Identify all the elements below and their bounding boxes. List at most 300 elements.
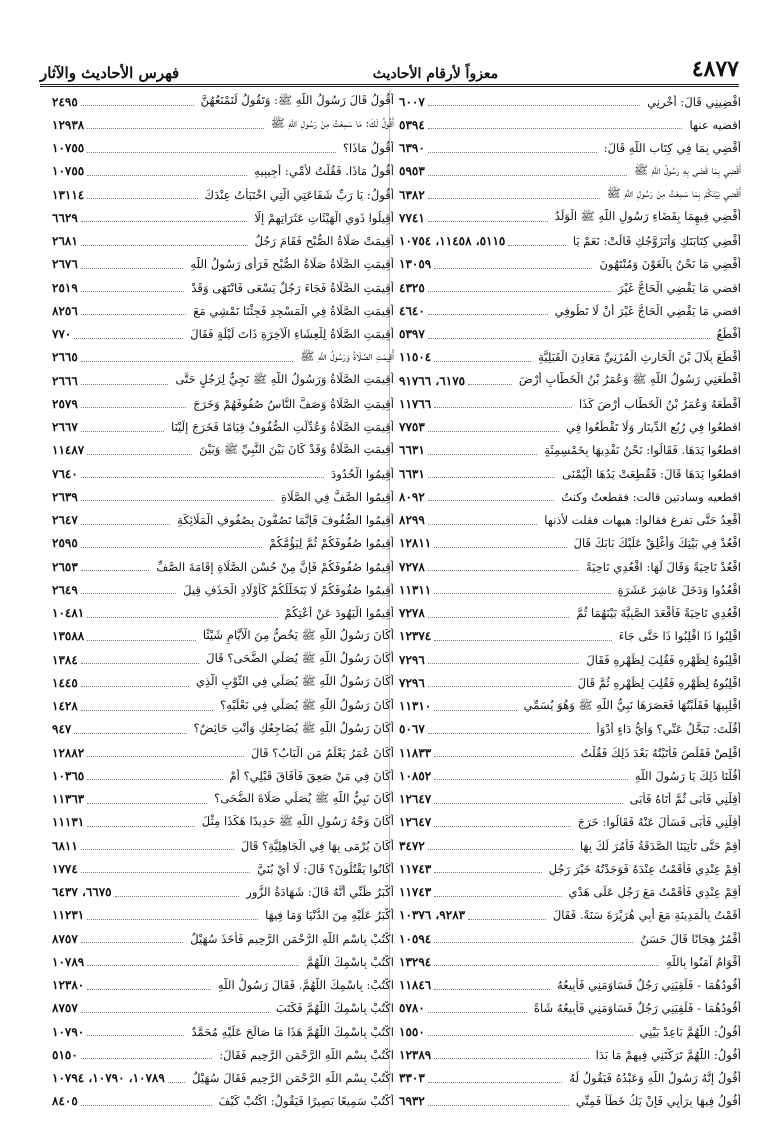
- dot-leader: [74, 725, 186, 734]
- index-entry: [399, 230, 741, 253]
- hadith-incipit: أُقِيمَتِ الصَّلَاةُ فِي الْمَسْجِدِ فَجِئْنَا نَمْشِي مَعَ: [193, 303, 394, 318]
- dot-leader: [87, 120, 263, 129]
- header-rule: [40, 84, 739, 85]
- index-entry: [52, 392, 394, 415]
- index-entry: [52, 881, 394, 904]
- hadith-incipit: أَقُلْتَ: تَبَخَّلُ عَنِّي؟ وَأَيُّ دَاءٍ أَدْوَأُ: [596, 722, 741, 737]
- dot-leader: [87, 609, 277, 618]
- dot-leader: [81, 864, 250, 873]
- hadith-incipit: أَقُلْنَا ذَلِكَ يَا رَسُولَ اللَّهِ: [634, 768, 741, 783]
- index-entry: [52, 625, 394, 648]
- index-entry: [399, 90, 741, 113]
- running-title: معزواً لأرقام الأحاديث: [372, 66, 499, 82]
- hadith-incipit: اقْلِبُوا ذَا اقْلِبُوا ذَا حَتَّى جَاءَ: [618, 629, 741, 644]
- hadith-incipit: أَقُودُهُمَا - فَلَقِيَنِي رَجُلٌ فَسَاوَمَنِي فَأَبِيعُهُ: [556, 978, 741, 993]
- hadith-number: ١٠٤٨١: [52, 606, 85, 621]
- dot-leader: [81, 516, 170, 525]
- hadith-number: ١٢٦٤٧: [399, 792, 432, 807]
- index-entry: [399, 1067, 741, 1090]
- hadith-number: ٢٥٧٩: [52, 396, 78, 411]
- index-entry: [52, 857, 394, 880]
- index-entry: [399, 532, 741, 555]
- dot-leader: [428, 609, 570, 618]
- index-entry: [52, 160, 394, 183]
- hadith-number: ١١٣١١: [399, 582, 432, 597]
- hadith-incipit: أَكَانَ فِي مَنْ صَعِقَ فَأَفَاقَ قَبْلِي؟ أَمْ: [229, 768, 394, 783]
- dot-leader: [81, 702, 213, 711]
- hadith-incipit: اقطعُوا فِي رُبُعِ الدِّينَارِ وَلَا تَقْطَعُوا فِي: [566, 420, 741, 435]
- dot-leader: [434, 888, 561, 897]
- hadith-incipit: أَقِلْنِي فَأَبَى فَسَأَلَ عَنْهُ فَقَالُوا: خَرَجَ: [577, 815, 741, 830]
- index-entry: [399, 718, 741, 741]
- hadith-incipit: أَقَمْتُ بِالْمَدِينَةِ مَعَ أَبِي هُرَيْرَةَ سَنَةً. فَقَالَ: [552, 908, 741, 923]
- dot-leader: [87, 957, 299, 966]
- hadith-number: ٦٨١١: [52, 838, 78, 853]
- index-entry: [399, 392, 741, 415]
- index-entry: [399, 346, 741, 369]
- page-header: [40, 52, 739, 82]
- hadith-number: ٢٦٧٦: [52, 257, 78, 272]
- hadith-incipit: اقْعُدْ فِي بَيْتِكَ وَأَغْلِقْ عَلَيْكَ بَابَكَ قَالَ: [573, 536, 741, 551]
- hadith-incipit: أَقِيمُوا صُفُوفَكُمْ فَإِنَّ مِنْ حُسْنِ الصَّلَاةِ إِقَامَةَ الصَّفِّ: [156, 559, 394, 574]
- hadith-number: ١٤٤٥: [52, 675, 78, 690]
- index-entry: [52, 439, 394, 462]
- hadith-number: ٢٦٣٩: [52, 489, 78, 504]
- hadith-incipit: أَقِمْ عِنْدِي فَأَقَمْتُ مَعَ رَجُلٍ عَلَى هَدْيِ: [568, 885, 741, 900]
- hadith-incipit: أَقْطَعَنِي رَسُولُ اللَّهِ ﷺ وَعُمَرُ بْنُ الْخَطَّابِ أَرْضَ: [518, 372, 741, 387]
- hadith-number: ٨٧٥٧: [52, 1001, 78, 1016]
- hadith-number: ١٢٣٨٩: [399, 1047, 432, 1062]
- hadith-number: ٩٤٧: [52, 722, 72, 737]
- hadith-incipit: اقْلِبِيهَا فَقَلَبْتُهَا فَعَصَرَهَا نَبِيُّ اللَّهِ ﷺ وَهُوَ يُسَمِّي: [523, 697, 741, 712]
- index-entry: [52, 997, 394, 1020]
- dot-leader: [434, 864, 541, 873]
- index-entry: [399, 974, 741, 997]
- hadith-incipit: أُقِيمَتِ الصَّلَاةُ وَصَفَّ النَّاسُ صُفُوفَهُمْ وَخَرَجَ: [193, 396, 394, 411]
- hadith-number: ١٣٠٥٩: [399, 257, 432, 272]
- hadith-number: ١٠٥٩٤: [399, 931, 432, 946]
- dot-leader: [428, 678, 571, 687]
- hadith-incipit: اقطعيه وسادتين قالت: فقطعتُ وكنتُ: [561, 489, 741, 504]
- hadith-incipit: أَقِمْ حَتَّى تَأْتِيَنَا الصَّدَقَةُ فَأَمُرَ لَكَ بِهَا: [579, 838, 741, 853]
- hadith-number: ٧٢٧٨: [399, 606, 425, 621]
- dot-leader: [81, 97, 194, 106]
- hadith-number: ١٢٩٣٨: [52, 117, 85, 132]
- index-entry: [52, 346, 394, 369]
- hadith-number: ٩٢٨٣، ١٠٣٧٦: [399, 908, 466, 923]
- hadith-incipit: اقْعُدِي نَاحِيَةً فَأَقْعَدَ الصَّبِيَّةَ بَيْنَهُمَا ثُمَّ: [576, 606, 741, 621]
- dot-leader: [81, 934, 183, 943]
- index-entry: [52, 462, 394, 485]
- dot-leader: [434, 981, 550, 990]
- hadith-incipit: اكْتُبْ بِاسْمِكَ اللَّهُمَّ فَكَتَبَ: [275, 1001, 394, 1016]
- hadith-number: ١١٥٠٤: [399, 350, 432, 365]
- hadith-incipit: أَقُولُ لَكَ: مَا سَمِعْتُ مِنْ رَسُولِ اللَّهِ ﷺ: [270, 116, 394, 131]
- hadith-incipit: اقْلِبُوهُ لِظَهْرِهِ فَقُلِبَ لِظَهْرِهِ فَقَالَ: [586, 652, 741, 667]
- index-entry: [52, 323, 394, 346]
- index-entry: [52, 695, 394, 718]
- hadith-incipit: أَقْضِي مَا نَحْنُ بِالْغَوْنَ وَمُنْتَهُونَ: [599, 257, 741, 272]
- index-entry: [399, 416, 741, 439]
- hadith-number: ١٢٣٧٤: [399, 629, 432, 644]
- hadith-incipit: اقطعُوا يَدَهَا قَالَ: فَقُطِعَتْ يَدُهَا الْيُمْنَى: [562, 466, 741, 481]
- dot-leader: [81, 213, 248, 222]
- hadith-number: ١١٢٣١: [52, 908, 85, 923]
- hadith-incipit: أُقِيمَتِ الصَّلَاةُ وَعُدِّلَتِ الصُّفُوفُ قِيَامًا فَخَرَجَ إِلَيْنَا: [171, 420, 394, 435]
- index-entry: [399, 997, 741, 1020]
- dot-leader: [87, 190, 197, 199]
- dot-leader: [434, 957, 659, 966]
- index-entry: [52, 718, 394, 741]
- dot-leader: [434, 934, 633, 943]
- hadith-number: ٥٧٨٠: [399, 1001, 425, 1016]
- hadith-incipit: أَكَانَ رَسُولُ اللَّهِ ﷺ يُضَاجِعُكِ وَأَنْتِ حَائِضٌ؟: [193, 720, 394, 735]
- dot-leader: [428, 213, 548, 222]
- dot-leader: [81, 585, 176, 594]
- hadith-incipit: اقضيه عنها: [689, 117, 741, 132]
- dot-leader: [87, 167, 247, 176]
- index-entry: [399, 1043, 741, 1066]
- index-entry: [399, 950, 741, 973]
- dot-leader: [428, 144, 597, 153]
- hadith-number: ٦٦٣١: [399, 466, 425, 481]
- index-entry: [399, 462, 741, 485]
- dot-leader: [428, 306, 548, 315]
- dot-leader: [81, 492, 274, 501]
- dot-leader: [428, 655, 580, 664]
- hadith-incipit: أَكَانَ عُمَرُ يَعْلَمُ مَنِ الْبَابُ؟ قَالَ: [251, 745, 394, 760]
- hadith-number: ٦٩٣٢: [399, 1094, 425, 1109]
- hadith-incipit: أُقِيمَتْ صَلَاةُ الصُّبْحِ فَقَامَ رَجُلٌ: [254, 234, 394, 249]
- index-entry: [399, 183, 741, 206]
- hadith-number: ٦٦٧٥، ٦٤٣٧: [52, 885, 112, 900]
- hadith-number: ٦١٧٥، ٩١٧٦٦: [399, 373, 466, 388]
- hadith-incipit: أَكْبَرُ عَلَيْهِ مِنَ الدُّنْيَا وَمَا فِيهَا: [265, 908, 394, 923]
- dot-leader: [81, 353, 294, 362]
- index-entry: [52, 113, 394, 136]
- hadith-incipit: أَقْضِي بِمَا فِي كِتَابِ اللَّهِ قَالَ:: [603, 141, 741, 156]
- dot-leader: [468, 376, 512, 385]
- hadith-number: ٨٧٥٧: [52, 931, 78, 946]
- index-entry: [399, 904, 741, 927]
- dot-leader: [428, 190, 600, 199]
- hadith-number: ١٢٣٨٠: [52, 978, 85, 993]
- hadith-number: ٥٩٥٣: [399, 164, 425, 179]
- hadith-number: ١٠٣٦٥: [52, 768, 85, 783]
- hadith-number: ٨٠٩٢: [399, 489, 425, 504]
- hadith-incipit: أَقِيمُوا الصُّفُوفَ فَإِنَّمَا تَصُفُّونَ بِصُفُوفِ الْمَلَائِكَةِ: [177, 513, 394, 528]
- index-entry: [399, 741, 741, 764]
- hadith-number: ١١٣٦٣: [52, 792, 85, 807]
- hadith-incipit: أَقِمْ عِنْدِي فَأَقَمْتُ عِنْدَهُ فَوَجَدْتُهُ خَيْرَ رَجُلٍ: [548, 861, 741, 876]
- hadith-number: ٣٣٠٣: [399, 1071, 425, 1086]
- index-entry: [52, 299, 394, 322]
- hadith-number: ١٠٧٥٥: [52, 141, 85, 156]
- dot-leader: [428, 469, 555, 478]
- dot-leader: [428, 120, 683, 129]
- hadith-incipit: أَقِيمُوا صُفُوفَكُمْ لَا يَتَخَلَّلُكُمْ كَأَوْلَادِ الْحَذَفِ قِيلَ: [183, 582, 394, 597]
- dot-leader: [434, 748, 574, 757]
- hadith-incipit: اكْتُبْ بِسْمِ اللَّهِ الرَّحْمَنِ الرَّحِيمِ فَقَالَ:: [219, 1047, 394, 1062]
- dot-leader: [428, 423, 559, 432]
- dot-leader: [428, 1074, 562, 1083]
- index-entry: [399, 369, 741, 392]
- hadith-incipit: أَقْضِي بِمَا قَضَى بِهِ رَسُولُ اللَّهِ ﷺ: [633, 162, 741, 177]
- index-entry: [52, 206, 394, 229]
- hadith-incipit: أَقُولُ إِنَّهُ رَسُولُ اللَّهِ وَعَبْدُهُ فَيَقُولُ لَهُ: [569, 1071, 741, 1086]
- index-entry: [52, 416, 394, 439]
- hadith-number: ١١٧٤٣: [399, 861, 432, 876]
- hadith-incipit: أَكَانَ رَسُولُ اللَّهِ ﷺ يُصَلِّي فِي نَعْلَيْهِ؟: [220, 697, 394, 712]
- hadith-incipit: أَقُولُ فِيهَا بِرَأْيِي فَإِنْ يَكُ خَطَأً فَمِنِّي: [575, 1094, 741, 1109]
- index-entry: [399, 299, 741, 322]
- hadith-number: ٧٢٩٦: [399, 675, 425, 690]
- index-entry: [52, 788, 394, 811]
- hadith-incipit: أَقِيمُوا الْيَهُودَ عَنْ أَعْتِكُمْ: [284, 606, 394, 621]
- hadith-number: ٢٦٤٩: [52, 582, 78, 597]
- hadith-number: ٦٣٩٠: [399, 141, 425, 156]
- hadith-number: ١٣٨٤: [52, 652, 78, 667]
- index-entry: [399, 1020, 741, 1043]
- hadith-number: ١٠٨٥٢: [399, 768, 432, 783]
- index-entry: [52, 1090, 394, 1113]
- hadith-incipit: اقْعُدْ نَاحِيَةً وَقَالَ لَهَا: اقْعُدِي نَاحِيَةً: [585, 559, 741, 574]
- hadith-incipit: أَقْوَامٌ آمَنُوا بِاللَّهِ: [665, 954, 741, 969]
- index-entry: [399, 113, 741, 136]
- hadith-number: ٢٦٦٥: [52, 350, 78, 365]
- hadith-number: ١٢٨٨٢: [52, 745, 85, 760]
- index-entry: [399, 602, 741, 625]
- dot-leader: [428, 330, 710, 339]
- index-entry: [52, 602, 394, 625]
- dot-leader: [434, 539, 566, 548]
- index-entry: [52, 764, 394, 787]
- dot-leader: [81, 562, 150, 571]
- hadith-number: ١٠٧٨٩، ١٠٧٩٠، ١٠٧٩٤: [52, 1071, 165, 1086]
- hadith-number: ٥١٥٠: [52, 1047, 78, 1062]
- index-entry: [52, 555, 394, 578]
- index-entry: [52, 230, 394, 253]
- hadith-incipit: أَقِيمُوا صُفُوفَكُمْ ثُمَّ لِيَؤُمَّكُمْ: [269, 536, 394, 551]
- dot-leader: [87, 632, 196, 641]
- hadith-incipit: أَقُولُ قَالَ رَسُولُ اللَّهِ ﷺ: وَتَقُولُ لَنَمْنَعُهُنَّ: [200, 93, 394, 108]
- dot-leader: [81, 1097, 212, 1106]
- hadith-incipit: أَقُولُ: يَا رَبِّ شَفَاعَتِي الَّتِي اخْتَبَأْتُ عِنْدَكَ: [204, 187, 394, 202]
- index-entry: [399, 323, 741, 346]
- hadith-incipit: أَقِيمُوا الْحُدُودَ: [331, 466, 394, 481]
- hadith-incipit: أَكَانَ رَسُولُ اللَّهِ ﷺ يَخُصُّ مِنَ الْأَيَّامِ شَيْئًا: [202, 627, 394, 642]
- hadith-incipit: أَقْطَعُ: [716, 327, 741, 342]
- hadith-incipit: أُقِيمَتِ الصَّلَاةُ وَرَسُولُ اللَّهِ ﷺ: [300, 348, 394, 363]
- hadith-incipit: اكْتُبْ: بِاسْمِكَ اللَّهُمَّ. فَقَالَ رَسُولُ اللَّهِ: [217, 978, 394, 993]
- hadith-number: ١١٨٤٦: [399, 978, 432, 993]
- index-entry: [52, 974, 394, 997]
- index-entry: [52, 578, 394, 601]
- index-entry: [52, 369, 394, 392]
- hadith-incipit: أَقُولُ: اللَّهُمَّ بَاعِدْ بَيْنِي: [639, 1024, 741, 1039]
- index-entry: [52, 276, 394, 299]
- dot-leader: [81, 260, 184, 269]
- hadith-incipit: أَقِيمُوا الصَّفَّ فِي الصَّلَاةِ: [280, 489, 394, 504]
- index-entry: [52, 1020, 394, 1043]
- dot-leader: [428, 1027, 633, 1036]
- hadith-number: ٢٥٩٥: [52, 536, 78, 551]
- index-entry: [399, 276, 741, 299]
- dot-leader: [468, 911, 546, 920]
- hadith-incipit: أَقِلْنِي فَأَبَى ثُمَّ أَتَاهُ فَأَبَى: [629, 792, 741, 807]
- hadith-number: ١١١٣١: [52, 815, 85, 830]
- hadith-incipit: أَقْضِي بَيْنَكُمْ بِمَا سَمِعْتُ مِنْ رَسُولِ اللَّهِ ﷺ: [606, 186, 741, 201]
- index-entry: [52, 671, 394, 694]
- index-entry: [52, 90, 394, 113]
- index-title: فهرس الأحاديث والآثار: [40, 64, 180, 82]
- hadith-number: ٢٤٩٥: [52, 94, 78, 109]
- hadith-incipit: أَقُودُهُمَا - فَلَقِيَنِي رَجُلٌ فَسَاوَمَنِي فَأَبِيعُهُ شَاةً: [533, 1001, 741, 1016]
- hadith-number: ٣٤٧٢: [399, 838, 425, 853]
- dot-leader: [81, 841, 234, 850]
- hadith-incipit: اقْضِينِي قَالَ: أَخْرِنِي: [647, 94, 741, 109]
- hadith-number: ٥٣٩٤: [399, 117, 425, 132]
- hadith-number: ١١٨٣٣: [399, 745, 432, 760]
- dot-leader: [87, 911, 258, 920]
- hadith-number: ٢٦٨١: [52, 234, 78, 249]
- hadith-incipit: اكْتُبْ بِسْمِ اللَّهِ الرَّحْمَنِ الرَّحِيمِ فَقَالَ سُهَيْلٌ: [192, 1071, 394, 1086]
- hadith-number: ١٠٧٨٩: [52, 954, 85, 969]
- hadith-number: ١١٤٨٧: [52, 443, 85, 458]
- hadith-number: ٤٣٢٥: [399, 280, 425, 295]
- hadith-number: ١٠٧٥٥: [52, 164, 85, 179]
- dot-leader: [81, 655, 199, 664]
- index-entry: [399, 788, 741, 811]
- index-entry: [399, 509, 741, 532]
- hadith-incipit: أُكْتُبْ سَمِيعًا بَصِيرًا فَيَقُولُ: اكْتُبْ كَيْفَ: [218, 1094, 394, 1109]
- hadith-number: ٧٢٩٦: [399, 652, 425, 667]
- hadith-incipit: أُقِيمَتِ الصَّلَاةُ وَقَدْ كَانَ بَيْنَ النَّبِيِّ ﷺ وَبَيْنَ: [199, 441, 394, 456]
- hadith-number: ١٤٢٨: [52, 699, 78, 714]
- index-entry: [399, 881, 741, 904]
- hadith-incipit: اقطعُوا يَدَهَا. فَقَالُوا: نَحْنُ نَفْدِيهَا بِخَمْسِمِئَةٍ: [544, 443, 741, 458]
- dot-leader: [81, 237, 248, 246]
- hadith-number: ١٧٧٤: [52, 861, 78, 876]
- hadith-number: ٢٦٦٧: [52, 420, 78, 435]
- dot-leader: [81, 306, 187, 315]
- hadith-incipit: اقْلِبُوهُ لِظَهْرِهِ فَقُلِبَ لِظَهْرِهِ ثُمَّ قَالَ: [577, 675, 741, 690]
- hadith-number: ٦٠٠٧: [399, 94, 425, 109]
- dot-leader: [508, 237, 565, 246]
- dot-leader: [434, 795, 622, 804]
- hadith-incipit: اكْتُبْ بِاسْمِكَ اللَّهُمَّ: [306, 954, 394, 969]
- hadith-number: ٨٤٠٥: [52, 1094, 78, 1109]
- dot-leader: [428, 283, 611, 292]
- hadith-incipit: أَقْعِدُ حَتَّى تفرغ فقالوا: هيهات فقلت لأذنها: [544, 513, 741, 528]
- hadith-number: ١٢٦٤٧: [399, 815, 432, 830]
- dot-leader: [434, 818, 571, 827]
- index-entry: [52, 532, 394, 555]
- hadith-incipit: أَكْبَرُ ظَنِّي أَنَّهُ قَالَ: شَهَادَةُ الزُّورِ: [246, 885, 394, 900]
- dot-leader: [115, 888, 240, 897]
- hadith-number: ٦٣٨٢: [399, 187, 425, 202]
- hadith-number: ١٣١١٤: [52, 187, 85, 202]
- hadith-number: ١١٣١٠: [399, 699, 432, 714]
- hadith-incipit: اقضي مَا يَقْضِي الْحَاجُّ غَيْرَ: [618, 280, 741, 295]
- hadith-incipit: أَقْمُرُ هِجَانًا قَالَ حَسَنٌ: [640, 931, 741, 946]
- hadith-number: ١٣٢٩٤: [399, 954, 432, 969]
- index-entry: [399, 1090, 741, 1113]
- dot-leader: [428, 1004, 527, 1013]
- hadith-number: ٧٧٠: [52, 327, 72, 342]
- dot-leader: [434, 399, 572, 408]
- hadith-number: ١٠٧٩٠: [52, 1024, 85, 1039]
- hadith-incipit: أُقِيمَتِ الصَّلَاةُ لِلْعِشَاءِ الْآخِرَةِ ذَاتَ لَيْلَةٍ فَقَالَ: [190, 327, 394, 342]
- index-entry: [399, 160, 741, 183]
- dot-leader: [87, 144, 336, 153]
- hadith-incipit: أَقْضِي فِيهِمَا بِقَضَاءِ رَسُولِ اللَّهِ ﷺ الْوَلَدُ: [554, 209, 741, 224]
- dot-leader: [87, 981, 211, 990]
- dot-leader: [434, 771, 628, 780]
- dot-leader: [87, 1027, 184, 1036]
- dot-leader: [428, 97, 640, 106]
- header-rule-double: [40, 86, 739, 87]
- hadith-number: ٨٢٥٦: [52, 303, 78, 318]
- dot-leader: [428, 841, 573, 850]
- index-entry: [52, 253, 394, 276]
- hadith-incipit: أَقْطَعَهُ وَعُمَرُ بْنُ الْخَطَّابِ أَرْضَ كَذَا: [578, 396, 741, 411]
- page-number: ٤٨٧٧: [691, 56, 739, 82]
- index-entry: [52, 183, 394, 206]
- hadith-number: ٧٧٤١: [399, 210, 425, 225]
- hadith-number: ١١٧٤٣: [399, 885, 432, 900]
- hadith-incipit: أُقِيمَتِ الصَّلَاةُ فَجَاءَ رَجُلٌ يَسْعَى فَانْتَهَى وَقَدْ: [191, 280, 394, 295]
- hadith-number: ١٢٨١١: [399, 536, 432, 551]
- hadith-number: ١٥٥٠: [399, 1024, 425, 1039]
- dot-leader: [87, 748, 244, 757]
- index-entry: [52, 648, 394, 671]
- dot-leader: [434, 585, 610, 594]
- hadith-incipit: أَقْضِي كِتَابَتَكِ وَأَتَزَوَّجُكِ قَالَتْ: نَعَمْ يَا: [572, 234, 741, 249]
- dot-leader: [428, 167, 627, 176]
- dot-leader: [74, 330, 183, 339]
- index-entry: [399, 555, 741, 578]
- dot-leader: [434, 353, 531, 362]
- index-entry: [52, 137, 394, 160]
- hadith-incipit: أُقِيمَتِ الصَّلَاةُ وَرَسُولُ اللَّهِ ﷺ نَجِيٌّ لِرَجُلٍ حَتَّى: [175, 372, 394, 387]
- hadith-number: ٦٦٣١: [399, 443, 425, 458]
- hadith-incipit: أَكَانَ نَبِيُّ اللَّهِ ﷺ يُصَلِّي صَلَاةَ الضُّحَى؟: [214, 790, 394, 805]
- index-entry: [52, 485, 394, 508]
- index-entry: [399, 625, 741, 648]
- dot-leader: [428, 446, 537, 455]
- dot-leader: [434, 260, 592, 269]
- index-entry: [52, 927, 394, 950]
- hadith-incipit: أَكَانُوا يَقْتُلُونَ؟ قَالَ: لَا أَيْ بُنَيَّ: [257, 861, 394, 876]
- index-entry: [52, 509, 394, 532]
- index-entry: [52, 741, 394, 764]
- hadith-incipit: أَقُولُ مَاذَا. فَقُلْتُ لأُمِّي: أَجِيبِيهِ: [254, 164, 394, 179]
- dot-leader: [428, 725, 590, 734]
- hadith-incipit: اكْتُبْ بِاسْمِ اللَّهِ الرَّحْمَنِ الرَّحِيمِ فَأَخَذَ سُهَيْلٌ: [190, 931, 394, 946]
- dot-leader: [81, 283, 185, 292]
- dot-leader: [434, 632, 611, 641]
- index-entry: [399, 695, 741, 718]
- dot-leader: [428, 492, 555, 501]
- hadith-incipit: أَقُولُ مَاذَا؟: [342, 141, 394, 156]
- hadith-number: ١٣٥٨٨: [52, 629, 85, 644]
- dot-leader: [434, 1050, 588, 1059]
- hadith-incipit: اقْلِصْ فَقَلَصَ فَأَتَيْتُهُ بَعْدَ ذَلِكَ فَقُلْتُ: [580, 745, 741, 760]
- left-column: [52, 90, 394, 1113]
- hadith-number: ٢٦٦٦: [52, 373, 78, 388]
- hadith-incipit: أَكَانَ يُرْمَى بِهَا فِي الْجَاهِلِيَّةِ؟ قَالَ: [240, 838, 394, 853]
